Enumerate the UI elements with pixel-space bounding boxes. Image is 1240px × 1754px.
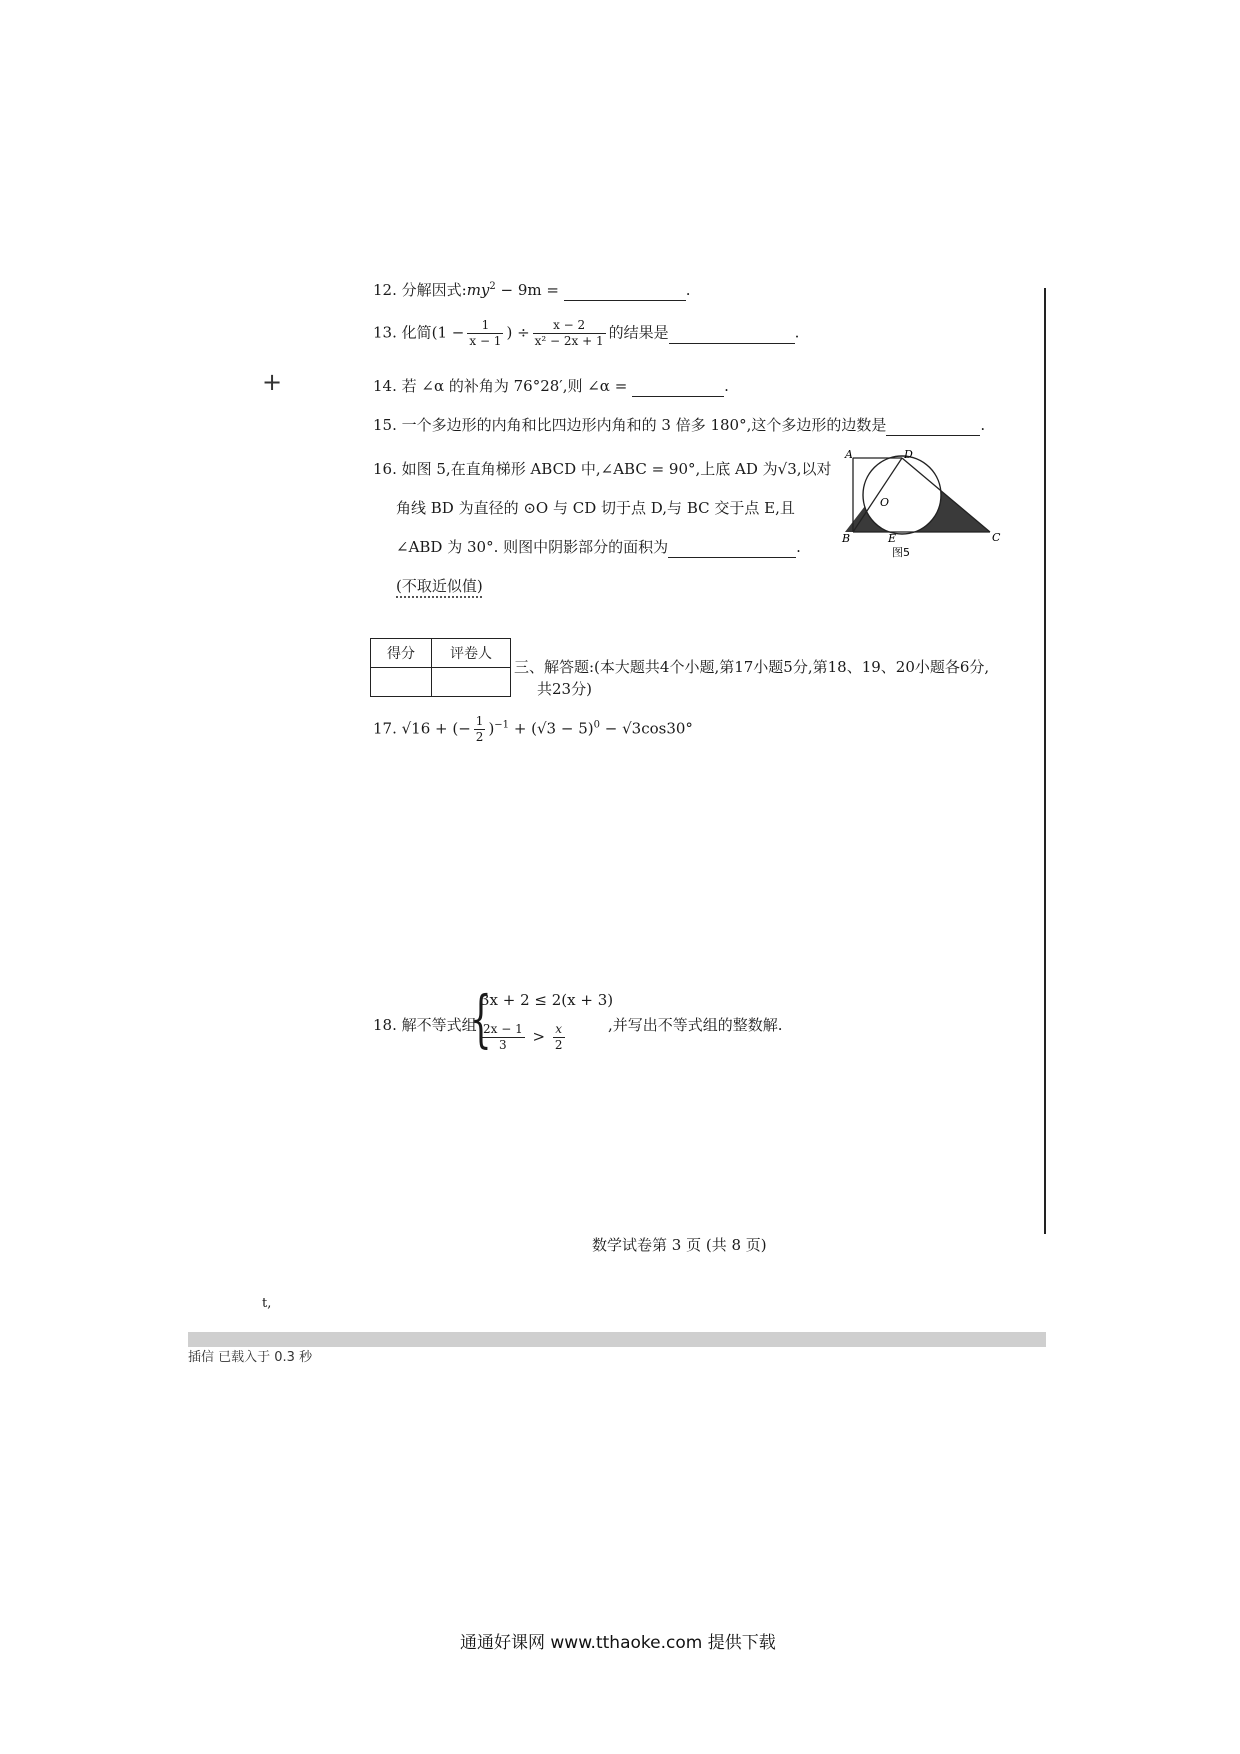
q13-answer-blank [669, 323, 795, 344]
site-footer: 通通好课网 www.tthaoke.com 提供下载 [460, 1633, 776, 1653]
label-b: B [842, 532, 851, 545]
figure-5 [840, 450, 1010, 560]
stray-mark: t, [262, 1296, 272, 1311]
q13-prefix: 13. 化简(1 − [373, 323, 465, 342]
q17-f-numerator: 1 [475, 714, 484, 728]
q18-inequality-2 [478, 1022, 568, 1053]
score-header: 得分 [371, 639, 432, 668]
q16-end: . [796, 538, 801, 556]
q13-f1-denominator: x − 1 [469, 334, 502, 348]
q18-right-denominator: 2 [554, 1038, 563, 1052]
q16-line-1: 16. 如图 5,在直角梯形 ABCD 中,∠ABC = 90°,上底 AD 为√3,以对 [373, 460, 832, 478]
grader-cell [432, 668, 511, 697]
q13-f1-numerator: 1 [467, 318, 503, 334]
score-cell [371, 668, 432, 697]
q13-fraction-1 [467, 318, 503, 349]
section-3-line-2: 共23分) [537, 680, 592, 698]
q18-left-denominator: 3 [499, 1038, 507, 1052]
question-14 [373, 376, 729, 397]
q18-inequality-1: 3x + 2 ≤ 2(x + 3) [480, 991, 614, 1009]
q16-note: (不取近似值) [396, 577, 483, 595]
q12-expr-m: my [466, 281, 490, 299]
label-d: D [904, 448, 913, 461]
q14-answer-blank [632, 376, 724, 397]
q17-prefix: 17. √16 + (− [373, 719, 471, 738]
question-17: 17. √16 + (− $\frac{1}{2}$ )$^{-1} + (√3 - 5)^0 - √3\cos 30^\circ$ [373, 714, 693, 744]
exam-page-footer: 数学试卷第 3 页 (共 8 页) [592, 1236, 767, 1254]
q18-prefix: 18. 解不等式组 [373, 1016, 477, 1034]
viewer-status-text: 插信 已载入于 0.3 秒 [188, 1350, 313, 1365]
q17-fraction [474, 714, 486, 745]
q17-f-denominator: 2 [475, 730, 484, 744]
q18-right-fraction [553, 1022, 565, 1053]
label-a: A [845, 448, 853, 461]
label-e: E [888, 532, 897, 545]
q13-f2-numerator: x − 2 [533, 318, 606, 334]
q17-mid: + (√3 − 5) [509, 719, 594, 738]
figure-caption: 图5 [892, 546, 910, 559]
q12-answer-blank [564, 280, 686, 301]
label-o: O [880, 496, 890, 509]
q13-suffix: 的结果是 [608, 323, 669, 342]
page-edge-line [1044, 288, 1046, 1234]
q16-line-2: 角线 BD 为直径的 ⊙O 与 CD 切于点 D,与 BC 交于点 E,且 [396, 499, 795, 517]
q16-answer-blank [668, 537, 796, 558]
section-3-line-1: 三、解答题:(本大题共4个小题,第17小题5分,第18、19、20小题各6分, [514, 658, 990, 676]
question-13 [373, 318, 799, 349]
q13-end: . [794, 323, 800, 342]
label-c: C [992, 531, 1001, 544]
q14-end: . [724, 377, 729, 395]
q16-line-3-text: ∠ABD 为 30°. 则图中阴影部分的面积为 [396, 538, 669, 556]
q18-operator: > [532, 1027, 546, 1046]
grader-header: 评卷人 [432, 639, 511, 668]
q18-brace: { [470, 982, 492, 1055]
q12-expr-rest: − 9m = [495, 281, 559, 299]
q12-prefix: 12. 分解因式: [373, 281, 467, 299]
q16-line-3 [396, 537, 801, 558]
q17-exponent-0: 0 [593, 719, 600, 731]
question-12: 12. 分解因式$:my^2 - 9m$ = . [373, 281, 691, 299]
q17-exponent-neg1: −1 [494, 719, 510, 731]
score-table [370, 638, 511, 697]
q14-text: 14. 若 ∠α 的补角为 76°28′,则 ∠α = [373, 377, 628, 395]
q13-mid: ) ÷ [506, 323, 530, 342]
q18-left-numerator: 2x − 1 [483, 1022, 523, 1036]
q18-left-fraction [481, 1022, 525, 1053]
q15-answer-blank [886, 415, 980, 436]
q17-tail: − √3cos30° [599, 719, 693, 738]
question-15 [373, 415, 985, 436]
circle-o [863, 456, 941, 534]
q15-end: . [980, 416, 986, 434]
q18-suffix: ,并写出不等式组的整数解. [608, 1016, 783, 1034]
q13-f2-denominator: x² − 2x + 1 [534, 334, 604, 348]
q12-end: . [685, 281, 691, 299]
q18-right-numerator: x [553, 1022, 565, 1038]
registration-crosshair: + [262, 368, 283, 396]
q15-text: 15. 一个多边形的内角和比四边形内角和的 3 倍多 180°,这个多边形的边数是 [373, 416, 887, 434]
q13-fraction-2 [533, 318, 606, 349]
viewer-status-bar [188, 1332, 1046, 1347]
